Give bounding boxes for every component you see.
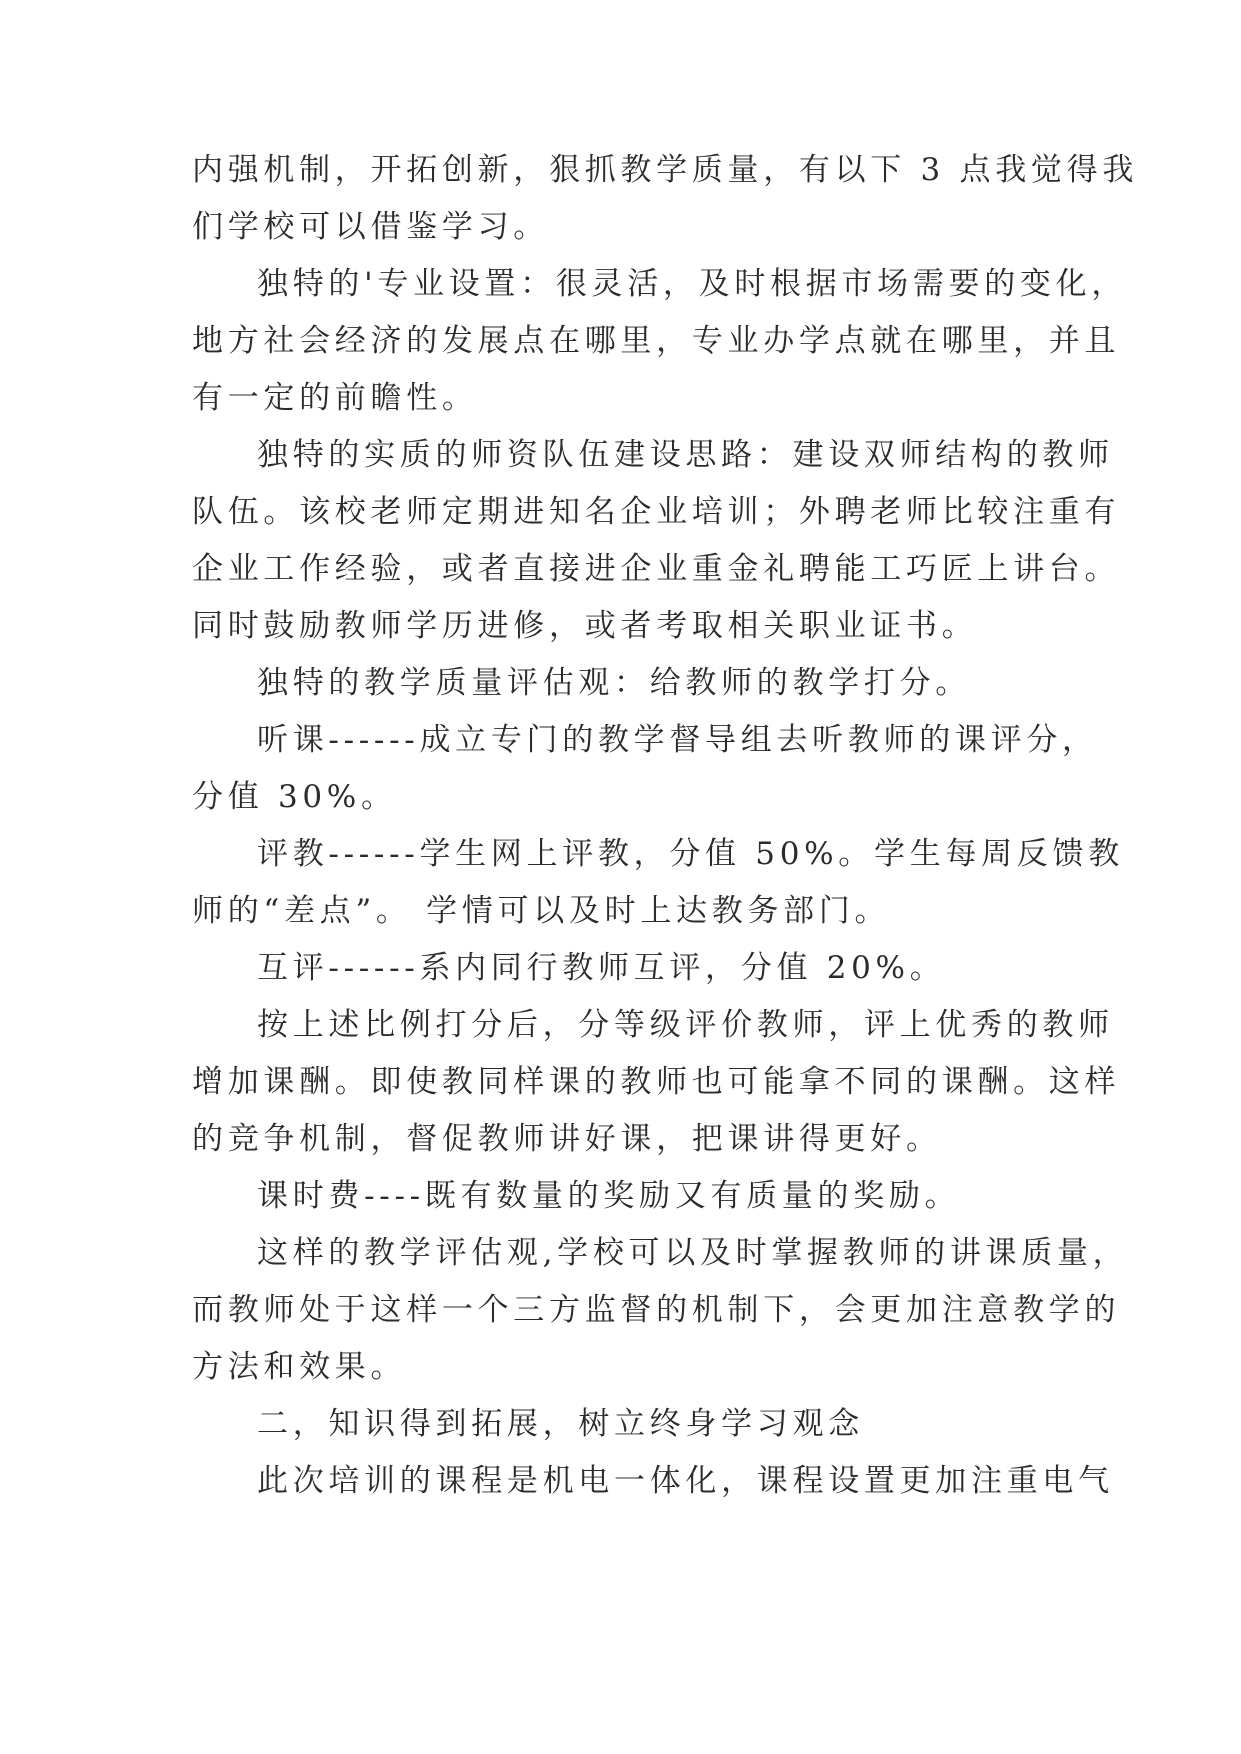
text-line: 的竞争机制，督促教师讲好课，把课讲得更好。 <box>192 1121 942 1157</box>
text-line: 地方社会经济的发展点在哪里，专业办学点就在哪里，并且 <box>192 323 1121 359</box>
text-line: 听课------成立专门的教学督导组去听教师的课评分， <box>257 722 1098 758</box>
text-line: 这样的教学评估观,学校可以及时掌握教师的讲课质量， <box>257 1235 1129 1271</box>
text-line: 二，知识得到拓展，树立终身学习观念 <box>257 1406 864 1442</box>
text-line: 评教------学生网上评教，分值 50%。学生每周反馈教 <box>257 836 1124 872</box>
text-line: 师的“差点”。 学情可以及时上达教务部门。 <box>192 893 891 929</box>
text-line: 有一定的前瞻性。 <box>192 380 478 416</box>
text-line: 按上述比例打分后，分等级评价教师，评上优秀的教师 <box>257 1007 1114 1043</box>
text-line: 课时费----既有数量的奖励又有质量的奖励。 <box>257 1178 961 1214</box>
text-line: 们学校可以借鉴学习。 <box>192 209 549 245</box>
text-line: 同时鼓励教师学历进修，或者考取相关职业证书。 <box>192 608 978 644</box>
text-line: 队伍。该校老师定期进知名企业培训；外聘老师比较注重有 <box>192 494 1121 530</box>
text-line: 独特的'专业设置：很灵活，及时根据市场需要的变化， <box>257 266 1128 302</box>
text-line: 方法和效果。 <box>192 1349 407 1385</box>
text-line: 增加课酬。即使教同样课的教师也可能拿不同的课酬。这样 <box>192 1064 1121 1100</box>
text-line: 企业工作经验，或者直接进企业重金礼聘能工巧匠上讲台。 <box>192 551 1121 587</box>
text-line: 而教师处于这样一个三方监督的机制下，会更加注意教学的 <box>192 1292 1121 1328</box>
text-line: 内强机制，开拓创新，狠抓教学质量，有以下 3 点我觉得我 <box>192 152 1139 188</box>
text-line: 互评------系内同行教师互评，分值 20%。 <box>257 950 946 986</box>
text-line: 分值 30%。 <box>192 779 397 815</box>
text-line: 独特的实质的师资队伍建设思路：建设双师结构的教师 <box>257 437 1114 473</box>
text-line: 此次培训的课程是机电一体化，课程设置更加注重电气 <box>257 1463 1114 1499</box>
text-line: 独特的教学质量评估观：给教师的教学打分。 <box>257 665 971 701</box>
